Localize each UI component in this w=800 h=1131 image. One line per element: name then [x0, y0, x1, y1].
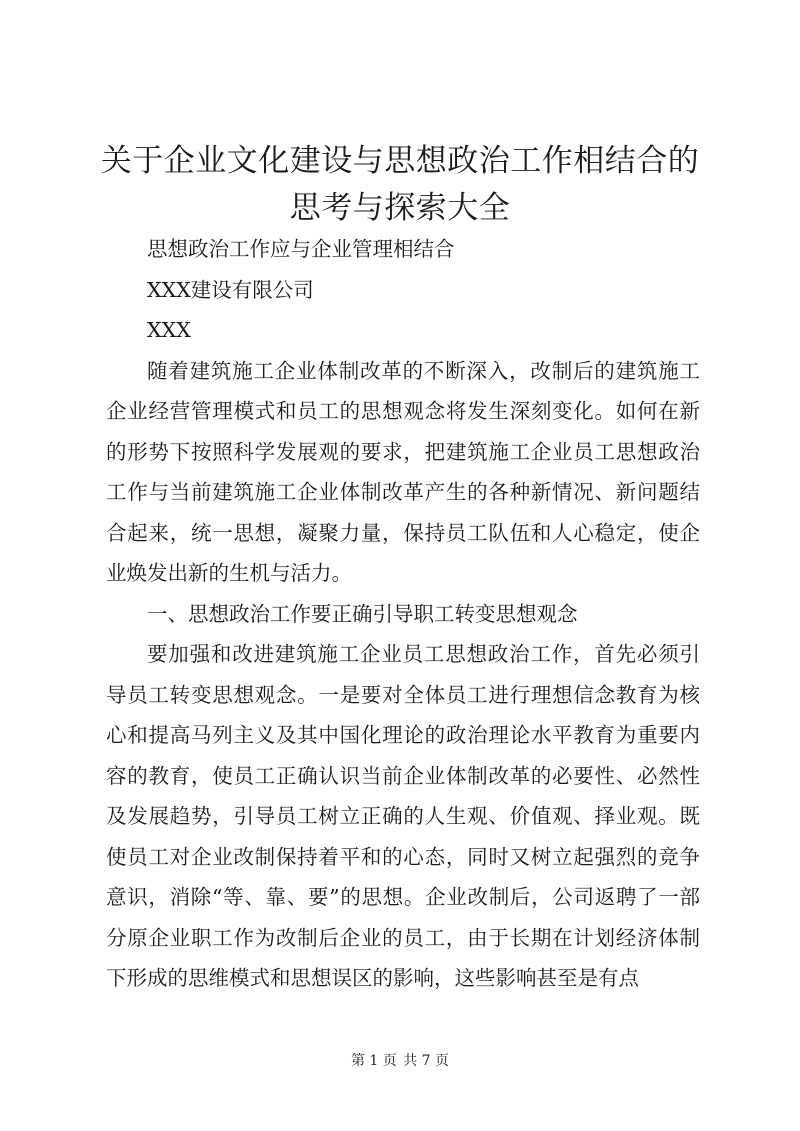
company-paragraph: XXX建设有限公司 [147, 277, 314, 302]
author-paragraph: XXX [147, 318, 191, 342]
document-body [106, 229, 700, 999]
page-number: 第 1 页 [350, 1053, 397, 1069]
section-heading: 一、思想政治工作要正确引导职工转变思想观念 [147, 601, 578, 626]
document-title: 关于企业文化建设与思想政治工作相结合的思考与探索大全 [100, 143, 700, 226]
subtitle-paragraph: 思想政治工作应与企业管理相结合 [147, 237, 455, 261]
intro-paragraph: 随着建筑施工企业体制改革的不断深入，改制后的建筑施工企业经营管理模式和员工的思想观念将发生深刻变化。如何在新的形势下按照科学发展观的要求，把建筑施工企业员工思想政治工作与当前建筑施工企业体制改革产生的各种新情况、新问题结合起来，统一思想，凝聚力量，保持员工队伍和人心稳定，使企业焕发出新的生机与活力。 [106, 358, 700, 585]
section-paragraph: 要加强和改进建筑施工企业员工思想政治工作，首先必须引导员工转变思想观念。一是要对全体员工进行理想信念教育为核心和提高马列主义及其中国化理论的政治理论水平教育为重要内容的教育，使员工正确认识当前企业体制改革的必要性、必然性及发展趋势，引导员工树立正确的人生观、价值观、择业观。既使员工对企业改制保持着平和的心态，同时又树立起强烈的竞争意识，消除“等、靠、要”的思想。企业改制后，公司返聘了一部分原企业职工作为改制后企业的员工，由于长期在计划经济体制下形成的思维模式和思想误区的影响，这些影响甚至是有点 [106, 642, 700, 990]
page-total: 共 7 页 [403, 1053, 450, 1069]
page-footer [0, 1050, 800, 1070]
